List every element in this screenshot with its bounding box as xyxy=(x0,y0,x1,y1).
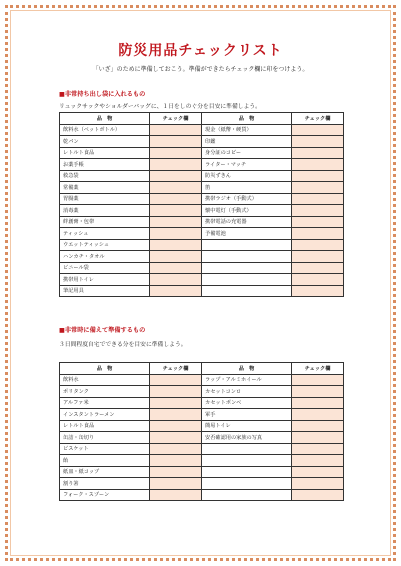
check-cell[interactable] xyxy=(292,251,344,263)
table-row xyxy=(60,251,344,263)
check-cell[interactable] xyxy=(292,285,344,297)
section2-note: ３日間程度自宅でできる分を目安に準備しよう。 xyxy=(59,342,187,348)
check-cell[interactable] xyxy=(292,239,344,251)
item-cell: インスタントラーメン xyxy=(60,409,150,421)
check-cell[interactable] xyxy=(150,251,202,263)
item-cell: フォーク・スプーン xyxy=(60,489,150,501)
item-cell: 飲料水（ペットボトル） xyxy=(60,124,150,136)
table-row xyxy=(60,147,344,159)
item-cell xyxy=(202,274,292,286)
item-cell: ウエットティッシュ xyxy=(60,239,150,251)
item-cell: お薬手帳 xyxy=(60,159,150,171)
check-cell[interactable] xyxy=(150,386,202,398)
check-cell[interactable] xyxy=(150,228,202,240)
item-cell: レトルト食品 xyxy=(60,420,150,432)
check-cell[interactable] xyxy=(292,420,344,432)
check-cell[interactable] xyxy=(292,193,344,205)
item-cell: 防災ずきん xyxy=(202,170,292,182)
table-row xyxy=(60,443,344,455)
item-cell: ライター・マッチ xyxy=(202,159,292,171)
page-subtitle: 「いざ」のために準備しておこう。準備ができたらチェック欄に印をつけよう。 xyxy=(92,66,309,73)
item-cell: 簡易トイレ xyxy=(202,420,292,432)
check-cell[interactable] xyxy=(150,397,202,409)
item-cell: 割り箸 xyxy=(60,478,150,490)
item-cell: レトルト食品 xyxy=(60,147,150,159)
item-cell: 携帯ラジオ（手動式） xyxy=(202,193,292,205)
check-cell[interactable] xyxy=(150,455,202,467)
check-cell[interactable] xyxy=(150,443,202,455)
column-header-check: チェック欄 xyxy=(292,113,344,125)
table-row xyxy=(60,182,344,194)
item-cell: 安否確認用の家族の写真 xyxy=(202,432,292,444)
table-header-row xyxy=(60,113,344,125)
section2-heading: ■非常時に備えて準備するもの xyxy=(59,327,146,334)
table-row xyxy=(60,466,344,478)
check-cell[interactable] xyxy=(292,147,344,159)
check-cell[interactable] xyxy=(292,124,344,136)
check-cell[interactable] xyxy=(150,205,202,217)
item-cell: 缶詰・缶切り xyxy=(60,432,150,444)
check-cell[interactable] xyxy=(150,489,202,501)
check-cell[interactable] xyxy=(292,478,344,490)
table-row xyxy=(60,432,344,444)
item-cell: 携帯用トイレ xyxy=(60,274,150,286)
item-cell: 笛 xyxy=(202,182,292,194)
table-row xyxy=(60,124,344,136)
item-cell xyxy=(202,443,292,455)
item-cell: 現金（紙幣・硬貨） xyxy=(202,124,292,136)
table-row xyxy=(60,274,344,286)
check-cell[interactable] xyxy=(292,397,344,409)
page-title: 防災用品チェックリスト xyxy=(118,43,283,59)
item-cell: 軍手 xyxy=(202,409,292,421)
check-cell[interactable] xyxy=(150,374,202,386)
check-cell[interactable] xyxy=(292,274,344,286)
item-cell: 携帯電話の充電器 xyxy=(202,216,292,228)
table-row xyxy=(60,239,344,251)
table-row xyxy=(60,228,344,240)
table-row xyxy=(60,205,344,217)
check-cell[interactable] xyxy=(150,432,202,444)
item-cell: 身分証のコピー xyxy=(202,147,292,159)
table-row xyxy=(60,136,344,148)
item-cell: ビスケット xyxy=(60,443,150,455)
item-cell xyxy=(202,239,292,251)
item-cell: ティッシュ xyxy=(60,228,150,240)
item-cell xyxy=(202,466,292,478)
item-cell: 飴 xyxy=(60,455,150,467)
table-row xyxy=(60,193,344,205)
item-cell: ハンカチ・タオル xyxy=(60,251,150,263)
table-row xyxy=(60,216,344,228)
table-row xyxy=(60,159,344,171)
item-cell: 胃腸薬 xyxy=(60,193,150,205)
check-cell[interactable] xyxy=(150,170,202,182)
column-header-item: 品 物 xyxy=(60,113,150,125)
column-header-check: チェック欄 xyxy=(292,363,344,375)
item-cell: 乾パン xyxy=(60,136,150,148)
check-cell[interactable] xyxy=(150,420,202,432)
item-cell: 絆創膏・包帯 xyxy=(60,216,150,228)
table-row xyxy=(60,374,344,386)
item-cell xyxy=(202,455,292,467)
item-cell xyxy=(202,478,292,490)
item-cell: カセットボンベ xyxy=(202,397,292,409)
table-row xyxy=(60,455,344,467)
check-cell[interactable] xyxy=(150,262,202,274)
item-cell: 筆記用具 xyxy=(60,285,150,297)
item-cell: ラップ・アルミホイール xyxy=(202,374,292,386)
table-row xyxy=(60,262,344,274)
check-cell[interactable] xyxy=(292,386,344,398)
table-header-row xyxy=(60,363,344,375)
check-cell[interactable] xyxy=(150,193,202,205)
item-cell: 飲料水 xyxy=(60,374,150,386)
check-cell[interactable] xyxy=(292,443,344,455)
column-header-item: 品 物 xyxy=(60,363,150,375)
check-cell[interactable] xyxy=(150,136,202,148)
item-cell: 懐中電灯（手動式） xyxy=(202,205,292,217)
item-cell: ポリタンク xyxy=(60,386,150,398)
item-cell xyxy=(202,251,292,263)
item-cell xyxy=(202,285,292,297)
column-header-check: チェック欄 xyxy=(150,363,202,375)
check-cell[interactable] xyxy=(292,466,344,478)
check-cell[interactable] xyxy=(150,274,202,286)
check-cell[interactable] xyxy=(292,136,344,148)
check-cell[interactable] xyxy=(150,285,202,297)
column-header-check: チェック欄 xyxy=(150,113,202,125)
table-row xyxy=(60,409,344,421)
item-cell xyxy=(202,489,292,501)
check-cell[interactable] xyxy=(292,205,344,217)
item-cell: 予備電池 xyxy=(202,228,292,240)
table-row xyxy=(60,170,344,182)
check-cell[interactable] xyxy=(150,478,202,490)
item-cell xyxy=(202,262,292,274)
check-cell[interactable] xyxy=(292,432,344,444)
item-cell: 常備薬 xyxy=(60,182,150,194)
home-supplies-table xyxy=(59,362,344,501)
check-cell[interactable] xyxy=(150,124,202,136)
item-cell: 消毒薬 xyxy=(60,205,150,217)
item-cell: 印鑑 xyxy=(202,136,292,148)
check-cell[interactable] xyxy=(292,182,344,194)
check-cell[interactable] xyxy=(292,228,344,240)
table-row xyxy=(60,489,344,501)
item-cell: 紙皿・紙コップ xyxy=(60,466,150,478)
table-row xyxy=(60,478,344,490)
column-header-item: 品 物 xyxy=(202,363,292,375)
check-cell[interactable] xyxy=(292,489,344,501)
emergency-bag-table xyxy=(59,112,344,297)
check-cell[interactable] xyxy=(150,147,202,159)
check-cell[interactable] xyxy=(150,239,202,251)
check-cell[interactable] xyxy=(292,374,344,386)
section1-note: リュックサックやショルダーバッグに、１日をしのぐ分を目安に準備しよう。 xyxy=(59,104,261,110)
item-cell: ビニール袋 xyxy=(60,262,150,274)
item-cell: アルファ米 xyxy=(60,397,150,409)
check-cell[interactable] xyxy=(292,170,344,182)
table-row xyxy=(60,420,344,432)
check-cell[interactable] xyxy=(292,159,344,171)
item-cell: 救急袋 xyxy=(60,170,150,182)
check-cell[interactable] xyxy=(150,409,202,421)
section1-heading: ■非常持ち出し袋に入れるもの xyxy=(59,91,146,98)
table-row xyxy=(60,285,344,297)
table-row xyxy=(60,397,344,409)
check-cell[interactable] xyxy=(292,262,344,274)
check-cell[interactable] xyxy=(150,182,202,194)
column-header-item: 品 物 xyxy=(202,113,292,125)
check-cell[interactable] xyxy=(150,159,202,171)
check-cell[interactable] xyxy=(150,216,202,228)
check-cell[interactable] xyxy=(292,216,344,228)
check-cell[interactable] xyxy=(150,466,202,478)
item-cell: カセットコンロ xyxy=(202,386,292,398)
check-cell[interactable] xyxy=(292,409,344,421)
table-row xyxy=(60,386,344,398)
check-cell[interactable] xyxy=(292,455,344,467)
